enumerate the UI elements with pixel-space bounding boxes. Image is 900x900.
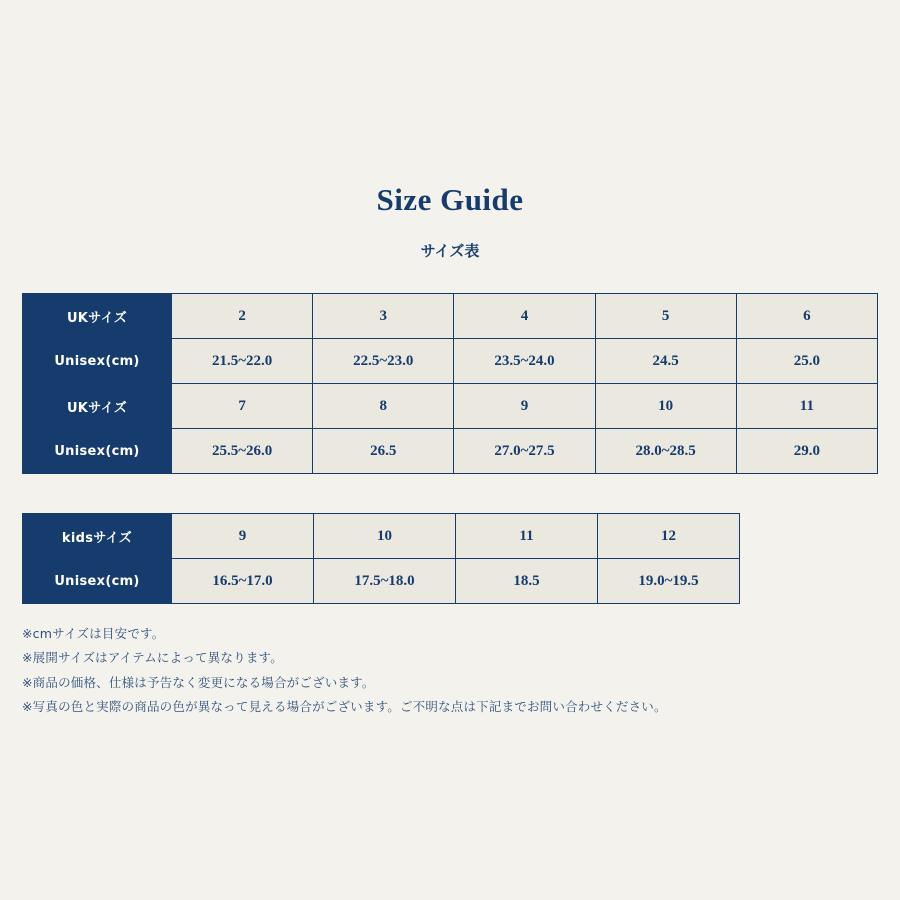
table-cell: 7 <box>172 384 313 429</box>
table-cell: 6 <box>736 294 877 339</box>
row-header: UKサイズ <box>23 384 172 429</box>
row-header: UKサイズ <box>23 294 172 339</box>
adult-size-table <box>22 293 878 474</box>
note-item: ※展開サイズはアイテムによって異なります。 <box>22 650 283 666</box>
table-cell: 26.5 <box>313 429 454 474</box>
table-cell: 8 <box>313 384 454 429</box>
table-cell: 24.5 <box>595 339 736 384</box>
table-cell: 10 <box>314 514 456 559</box>
table-cell: 25.0 <box>736 339 877 384</box>
page-subtitle: サイズ表 <box>420 242 480 260</box>
table-spacer <box>740 559 878 604</box>
table-cell: 10 <box>595 384 736 429</box>
table-cell: 11 <box>456 514 598 559</box>
note-item: ※写真の色と実際の商品の色が異なって見える場合がございます。ご不明な点は下記までお問い合わせください。 <box>22 699 667 715</box>
table-cell: 28.0~28.5 <box>595 429 736 474</box>
row-header: kidsサイズ <box>23 514 172 559</box>
table-cell: 29.0 <box>736 429 877 474</box>
table-row <box>23 514 878 559</box>
table-cell: 23.5~24.0 <box>454 339 595 384</box>
table-cell: 22.5~23.0 <box>313 339 454 384</box>
table-spacer <box>740 514 878 559</box>
row-header: Unisex(cm) <box>23 339 172 384</box>
table-cell: 5 <box>595 294 736 339</box>
table-cell: 11 <box>736 384 877 429</box>
note-item: ※cmサイズは目安です。 <box>22 626 165 641</box>
table-row <box>23 559 878 604</box>
table-cell: 3 <box>313 294 454 339</box>
row-header: Unisex(cm) <box>23 559 172 604</box>
row-header: Unisex(cm) <box>23 429 172 474</box>
table-row <box>23 339 878 384</box>
table-cell: 25.5~26.0 <box>172 429 313 474</box>
table-cell: 16.5~17.0 <box>172 559 314 604</box>
table-cell: 18.5 <box>456 559 598 604</box>
notes-list <box>22 622 872 720</box>
table-row <box>23 429 878 474</box>
table-cell: 12 <box>598 514 740 559</box>
table-row <box>23 294 878 339</box>
page-title: Size Guide <box>376 182 524 217</box>
table-cell: 27.0~27.5 <box>454 429 595 474</box>
note-item: ※商品の価格、仕様は予告なく変更になる場合がございます。 <box>22 674 375 690</box>
table-cell: 21.5~22.0 <box>172 339 313 384</box>
table-row <box>23 384 878 429</box>
kids-size-table <box>22 513 878 604</box>
table-cell: 9 <box>454 384 595 429</box>
table-cell: 17.5~18.0 <box>314 559 456 604</box>
table-cell: 2 <box>172 294 313 339</box>
table-cell: 9 <box>172 514 314 559</box>
table-cell: 4 <box>454 294 595 339</box>
table-cell: 19.0~19.5 <box>598 559 740 604</box>
